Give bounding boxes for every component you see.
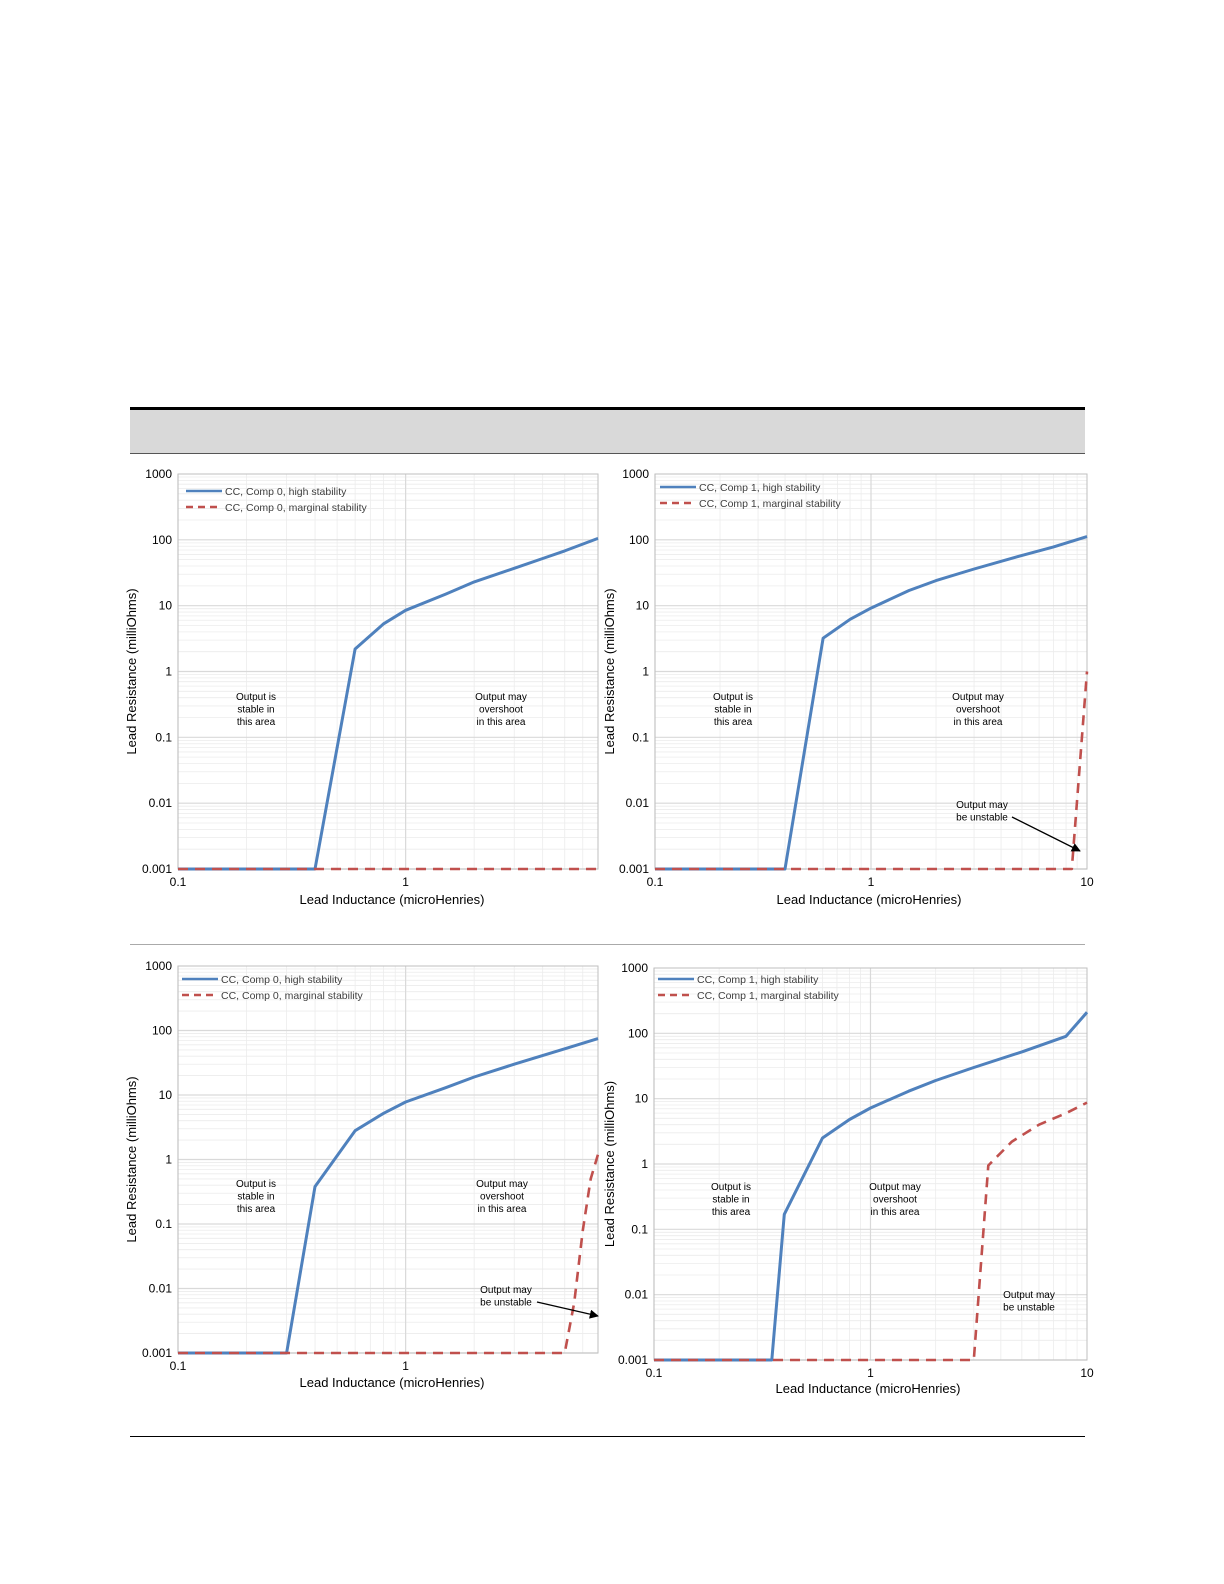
y-tick-label: 0.01	[624, 1287, 648, 1302]
chart-svg	[598, 462, 1093, 912]
y-tick-label: 0.1	[155, 730, 172, 745]
chart-svg	[120, 954, 600, 1394]
y-tick-label: 100	[151, 1023, 172, 1038]
header-band	[130, 410, 1085, 453]
chart-svg	[598, 954, 1093, 1404]
x-tick-label: 0.1	[645, 1366, 663, 1380]
y-tick-label: 0.001	[141, 1346, 172, 1360]
y-tick-label: 10	[635, 598, 649, 613]
annotation-text: Output may be unstable	[1003, 1290, 1055, 1314]
y-tick-label: 0.01	[148, 1281, 172, 1296]
x-axis-title: Lead Inductance (microHenries)	[775, 1381, 961, 1396]
chart-top-right	[598, 462, 1093, 912]
middle-divider	[130, 944, 1085, 945]
annotation-text: Output is stable in this area	[235, 1179, 277, 1215]
x-tick-label: 10	[1080, 1366, 1094, 1380]
legend-label: CC, Comp 1, marginal stability	[697, 990, 839, 1002]
legend-label: CC, Comp 1, high stability	[697, 974, 819, 986]
chart-bottom-left	[120, 954, 600, 1394]
x-tick-label: 1	[402, 1359, 409, 1373]
y-axis-title: Lead Resistance (milliOhms)	[602, 1080, 617, 1248]
y-tick-label: 0.01	[148, 796, 172, 811]
y-tick-label: 0.1	[155, 1217, 172, 1231]
chart-bottom-right	[598, 954, 1093, 1404]
annotation-text: Output may overshoot in this area	[952, 692, 1004, 728]
y-tick-label: 1	[642, 664, 649, 679]
x-tick-label: 0.1	[646, 875, 664, 889]
y-tick-label: 1000	[622, 467, 649, 481]
legend-label: CC, Comp 0, high stability	[225, 486, 347, 498]
legend-label: CC, Comp 1, marginal stability	[699, 498, 841, 510]
x-tick-label: 1	[867, 875, 875, 889]
y-tick-label: 0.1	[632, 730, 649, 745]
annotation-text: Output is stable in this area	[712, 692, 754, 728]
x-axis-title: Lead Inductance (microHenries)	[299, 892, 485, 907]
y-axis-title: Lead Resistance (milliOhms)	[602, 588, 617, 755]
y-tick-label: 1	[165, 1152, 172, 1167]
x-tick-label: 1	[867, 1366, 874, 1380]
y-tick-label: 0.01	[625, 796, 649, 811]
x-axis-title: Lead Inductance (microHenries)	[776, 892, 962, 907]
x-axis-title: Lead Inductance (microHenries)	[299, 1375, 485, 1390]
y-tick-label: 10	[158, 1088, 172, 1102]
x-tick-label: 10	[1080, 875, 1094, 889]
y-tick-label: 100	[628, 532, 649, 547]
y-tick-label: 0.1	[631, 1222, 648, 1237]
legend-label: CC, Comp 0, marginal stability	[225, 502, 367, 514]
y-tick-label: 100	[151, 532, 172, 547]
y-tick-label: 1000	[145, 467, 172, 481]
bottom-rule	[130, 1436, 1085, 1437]
annotation-text: Output may be unstable	[956, 800, 1008, 824]
annotation-text: Output may overshoot in this area	[475, 692, 527, 728]
y-tick-label: 10	[634, 1091, 648, 1106]
y-tick-label: 0.001	[141, 862, 172, 876]
annotation-text: Output may be unstable	[480, 1285, 532, 1309]
annotation-text: Output may overshoot in this area	[869, 1182, 921, 1218]
legend-label: CC, Comp 1, high stability	[699, 482, 821, 494]
x-tick-label: 0.1	[169, 1359, 187, 1373]
y-tick-label: 1	[165, 664, 172, 679]
y-tick-label: 100	[627, 1026, 648, 1041]
chart-top-left	[120, 462, 600, 912]
header-underline	[130, 453, 1085, 454]
y-tick-label: 1000	[145, 959, 172, 973]
annotation-text: Output is stable in this area	[710, 1182, 752, 1218]
annotation-text: Output is stable in this area	[235, 692, 277, 728]
y-axis-title: Lead Resistance (milliOhms)	[124, 1076, 139, 1243]
y-tick-label: 10	[158, 598, 172, 613]
y-tick-label: 1	[641, 1157, 648, 1171]
chart-svg	[120, 462, 600, 912]
y-axis-title: Lead Resistance (milliOhms)	[124, 588, 139, 755]
y-tick-label: 0.001	[618, 862, 649, 876]
x-tick-label: 1	[402, 875, 409, 889]
legend-label: CC, Comp 0, high stability	[221, 974, 343, 986]
y-tick-label: 1000	[621, 961, 648, 975]
y-tick-label: 0.001	[617, 1353, 648, 1367]
x-tick-label: 0.1	[169, 875, 187, 889]
legend-label: CC, Comp 0, marginal stability	[221, 990, 363, 1002]
annotation-text: Output may overshoot in this area	[476, 1179, 528, 1215]
